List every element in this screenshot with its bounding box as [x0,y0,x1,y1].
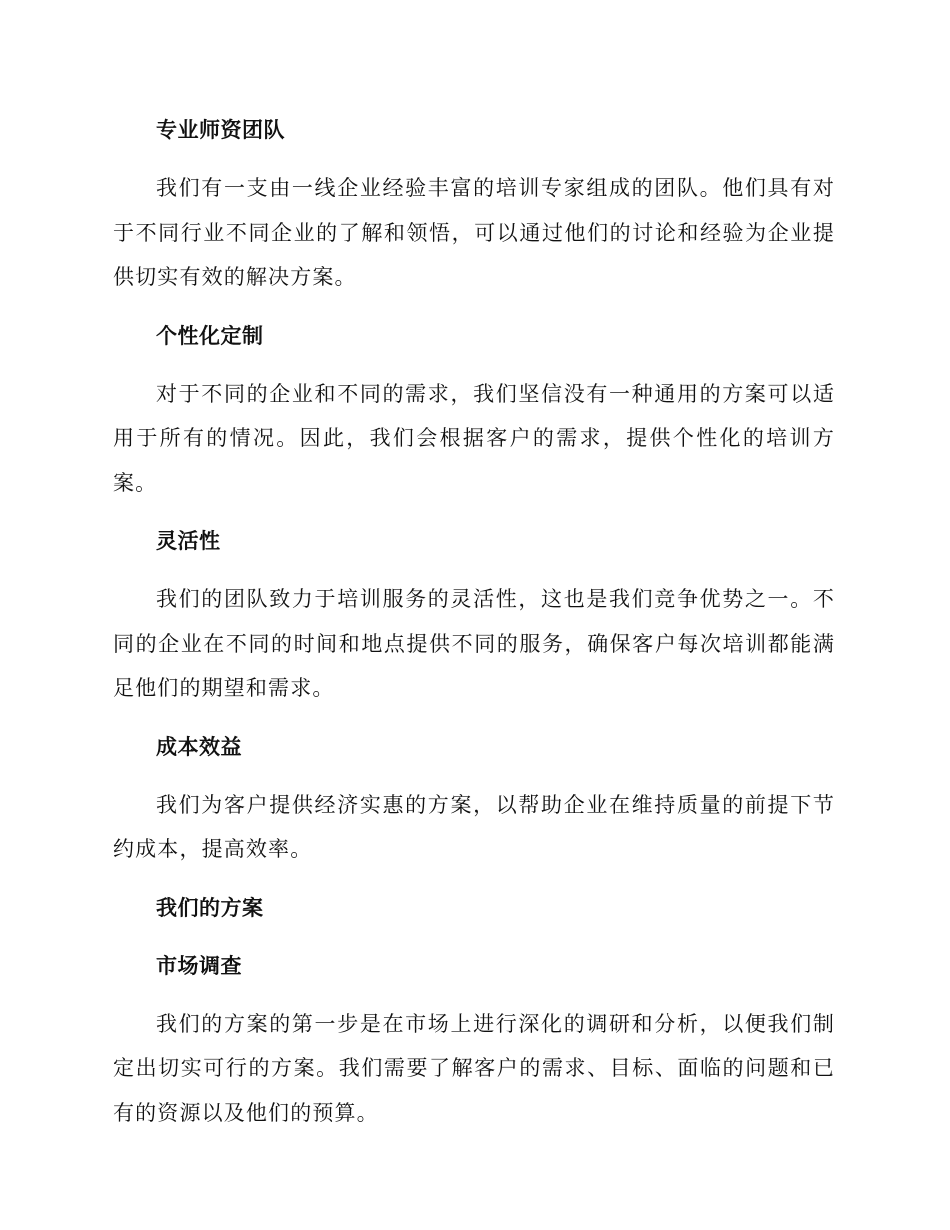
section-paragraph-market-research: 我们的方案的第一步是在市场上进行深化的调研和分析，以便我们制定出切实可行的方案。我们需要了解客户的需求、目标、面临的问题和已有的资源以及他们的预算。 [113,1011,835,1125]
document-page [113,108,835,1135]
section-heading-customization: 个性化定制 [156,323,264,348]
section-paragraph-cost-benefit: 我们为客户提供经济实惠的方案，以帮助企业在维持质量的前提下节约成本，提高效率。 [113,792,835,861]
section-paragraph-faculty: 我们有一支由一线企业经验丰富的培训专家组成的团队。他们具有对于不同行业不同企业的了解和领悟，可以通过他们的讨论和经验为企业提供切实有效的解决方案。 [113,176,835,289]
section-heading-cost-benefit: 成本效益 [156,734,242,759]
section-heading-our-plan: 我们的方案 [156,895,264,920]
section-paragraph-flexibility: 我们的团队致力于培训服务的灵活性，这也是我们竞争优势之一。不同的企业在不同的时间和地点提供不同的服务，确保客户每次培训都能满足他们的期望和需求。 [113,587,835,700]
section-heading-faculty: 专业师资团队 [156,118,285,142]
section-paragraph-customization: 对于不同的企业和不同的需求，我们坚信没有一种通用的方案可以适用于所有的情况。因此，我们会根据客户的需求，提供个性化的培训方案。 [113,381,835,495]
section-heading-market-research: 市场调查 [156,953,242,978]
section-heading-flexibility: 灵活性 [156,529,221,553]
